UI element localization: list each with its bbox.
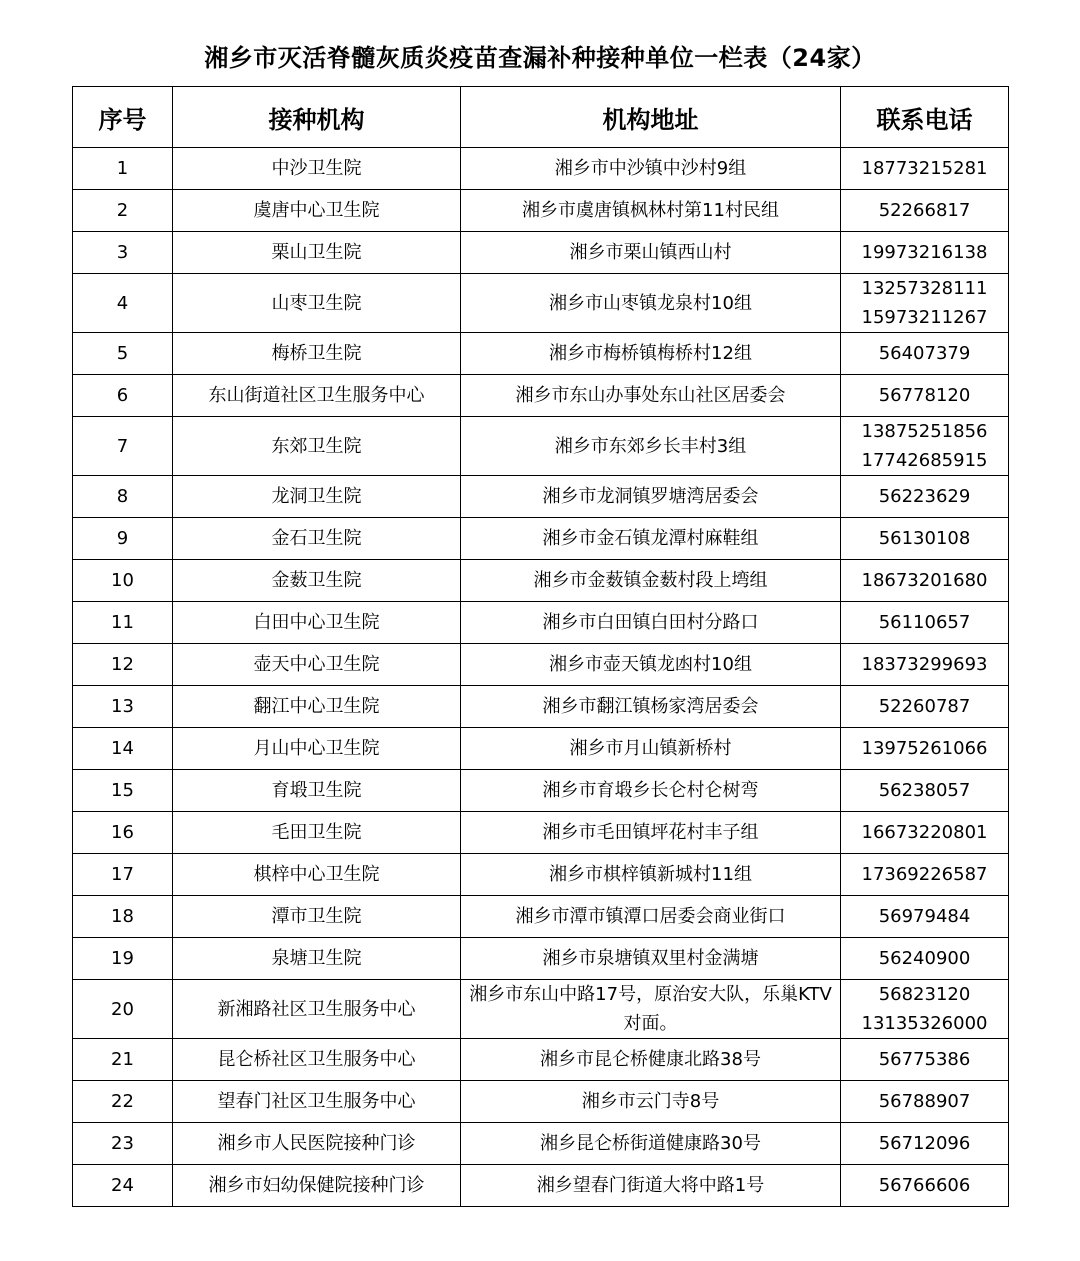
cell-phone	[841, 560, 1009, 602]
cell-institution: 白田中心卫生院	[173, 602, 461, 644]
table-row	[73, 812, 1009, 854]
cell-number: 12	[73, 644, 173, 686]
cell-address: 湘乡望春门街道大将中路1号	[461, 1165, 841, 1207]
cell-institution: 月山中心卫生院	[173, 728, 461, 770]
table-row	[73, 518, 1009, 560]
table-row	[73, 896, 1009, 938]
phone-number: 56979484	[878, 906, 971, 927]
cell-institution: 棋梓中心卫生院	[173, 854, 461, 896]
cell-address: 湘乡市云门寺8号	[461, 1081, 841, 1123]
phone-number: 16673220801	[861, 822, 988, 843]
cell-address: 湘乡市昆仑桥健康北路38号	[461, 1039, 841, 1081]
table-row	[73, 770, 1009, 812]
cell-phone	[841, 1123, 1009, 1165]
phone-number: 56240900	[878, 948, 971, 969]
table-header-row	[73, 87, 1009, 148]
cell-institution: 梅桥卫生院	[173, 333, 461, 375]
cell-address: 湘乡市金石镇龙潭村麻鞋组	[461, 518, 841, 560]
table-row	[73, 476, 1009, 518]
phone-number: 13975261066	[861, 738, 988, 759]
cell-phone	[841, 375, 1009, 417]
cell-number: 10	[73, 560, 173, 602]
cell-phone	[841, 728, 1009, 770]
cell-institution: 金石卫生院	[173, 518, 461, 560]
cell-number: 16	[73, 812, 173, 854]
cell-phone	[841, 232, 1009, 274]
cell-number: 4	[73, 274, 173, 333]
phone-number: 56712096	[878, 1133, 971, 1154]
cell-phone	[841, 518, 1009, 560]
cell-phone	[841, 686, 1009, 728]
table-row	[73, 333, 1009, 375]
cell-address: 湘乡市梅桥镇梅桥村12组	[461, 333, 841, 375]
cell-address: 湘乡市龙洞镇罗塘湾居委会	[461, 476, 841, 518]
cell-institution: 栗山卫生院	[173, 232, 461, 274]
cell-number: 20	[73, 980, 173, 1039]
cell-institution: 潭市卫生院	[173, 896, 461, 938]
table-row	[73, 190, 1009, 232]
table-row	[73, 417, 1009, 476]
phone-number: 56778120	[878, 385, 971, 406]
table-row	[73, 854, 1009, 896]
cell-number: 24	[73, 1165, 173, 1207]
cell-phone	[841, 274, 1009, 333]
cell-address: 湘乡市中沙镇中沙村9组	[461, 148, 841, 190]
cell-institution: 湘乡市妇幼保健院接种门诊	[173, 1165, 461, 1207]
cell-institution: 望春门社区卫生服务中心	[173, 1081, 461, 1123]
cell-phone	[841, 770, 1009, 812]
cell-address: 湘乡市东山中路17号，原治安大队，乐巢KTV对面。	[461, 980, 841, 1039]
phone-number: 56407379	[878, 343, 971, 364]
cell-address: 湘乡市东山办事处东山社区居委会	[461, 375, 841, 417]
cell-phone	[841, 896, 1009, 938]
cell-number: 17	[73, 854, 173, 896]
cell-institution: 湘乡市人民医院接种门诊	[173, 1123, 461, 1165]
header-institution: 接种机构	[173, 87, 461, 148]
phone-number: 56223629	[878, 486, 971, 507]
table-row	[73, 1123, 1009, 1165]
phone-number: 56823120	[878, 984, 971, 1005]
phone-number: 56130108	[878, 528, 971, 549]
cell-address: 湘乡市东郊乡长丰村3组	[461, 417, 841, 476]
cell-number: 14	[73, 728, 173, 770]
vaccination-units-table	[72, 86, 1009, 1207]
table-row	[73, 1039, 1009, 1081]
cell-institution: 毛田卫生院	[173, 812, 461, 854]
cell-address: 湘乡市潭市镇潭口居委会商业街口	[461, 896, 841, 938]
cell-phone	[841, 854, 1009, 896]
cell-address: 湘乡昆仑桥街道健康路30号	[461, 1123, 841, 1165]
phone-number: 56788907	[878, 1091, 971, 1112]
phone-number: 13135326000	[861, 1013, 988, 1034]
cell-number: 15	[73, 770, 173, 812]
cell-phone	[841, 602, 1009, 644]
cell-address: 湘乡市月山镇新桥村	[461, 728, 841, 770]
table-body	[73, 148, 1009, 1207]
cell-number: 3	[73, 232, 173, 274]
cell-address: 湘乡市育塅乡长仑村仑树弯	[461, 770, 841, 812]
cell-phone	[841, 812, 1009, 854]
header-number: 序号	[73, 87, 173, 148]
header-address: 机构地址	[461, 87, 841, 148]
cell-institution: 虞唐中心卫生院	[173, 190, 461, 232]
cell-address: 湘乡市壶天镇龙凼村10组	[461, 644, 841, 686]
cell-phone	[841, 980, 1009, 1039]
cell-phone	[841, 1165, 1009, 1207]
table-row	[73, 560, 1009, 602]
table-row	[73, 728, 1009, 770]
cell-institution: 山枣卫生院	[173, 274, 461, 333]
cell-address: 湘乡市山枣镇龙泉村10组	[461, 274, 841, 333]
cell-number: 19	[73, 938, 173, 980]
cell-address: 湘乡市虞唐镇枫林村第11村民组	[461, 190, 841, 232]
phone-number: 56766606	[878, 1175, 971, 1196]
cell-address: 湘乡市泉塘镇双里村金满塘	[461, 938, 841, 980]
header-phone: 联系电话	[841, 87, 1009, 148]
table-row	[73, 938, 1009, 980]
phone-number: 19973216138	[861, 242, 988, 263]
cell-phone	[841, 148, 1009, 190]
table-row	[73, 232, 1009, 274]
phone-number: 52266817	[878, 200, 971, 221]
table-row	[73, 1165, 1009, 1207]
cell-institution: 中沙卫生院	[173, 148, 461, 190]
cell-number: 23	[73, 1123, 173, 1165]
cell-number: 21	[73, 1039, 173, 1081]
cell-address: 湘乡市毛田镇坪花村丰子组	[461, 812, 841, 854]
cell-number: 13	[73, 686, 173, 728]
cell-institution: 昆仑桥社区卫生服务中心	[173, 1039, 461, 1081]
cell-phone	[841, 190, 1009, 232]
cell-institution: 金薮卫生院	[173, 560, 461, 602]
cell-phone	[841, 1039, 1009, 1081]
cell-number: 7	[73, 417, 173, 476]
phone-number: 56238057	[878, 780, 971, 801]
cell-institution: 东山街道社区卫生服务中心	[173, 375, 461, 417]
cell-address: 湘乡市白田镇白田村分路口	[461, 602, 841, 644]
table-row	[73, 274, 1009, 333]
phone-number: 13257328111	[861, 278, 988, 299]
cell-phone	[841, 1081, 1009, 1123]
cell-institution: 翻江中心卫生院	[173, 686, 461, 728]
cell-address: 湘乡市栗山镇西山村	[461, 232, 841, 274]
cell-address: 湘乡市金薮镇金薮村段上塆组	[461, 560, 841, 602]
table-row	[73, 1081, 1009, 1123]
cell-number: 5	[73, 333, 173, 375]
cell-institution: 东郊卫生院	[173, 417, 461, 476]
table-row	[73, 980, 1009, 1039]
phone-number: 18773215281	[861, 158, 988, 179]
cell-institution: 泉塘卫生院	[173, 938, 461, 980]
cell-address: 湘乡市翻江镇杨家湾居委会	[461, 686, 841, 728]
table-row	[73, 148, 1009, 190]
cell-institution: 龙洞卫生院	[173, 476, 461, 518]
cell-number: 11	[73, 602, 173, 644]
cell-institution: 壶天中心卫生院	[173, 644, 461, 686]
cell-phone	[841, 644, 1009, 686]
table-row	[73, 686, 1009, 728]
phone-number: 18673201680	[861, 570, 988, 591]
phone-number: 52260787	[878, 696, 971, 717]
table-row	[73, 375, 1009, 417]
phone-number: 13875251856	[861, 421, 988, 442]
cell-number: 22	[73, 1081, 173, 1123]
cell-phone	[841, 938, 1009, 980]
phone-number: 17742685915	[861, 450, 988, 471]
cell-number: 1	[73, 148, 173, 190]
cell-number: 8	[73, 476, 173, 518]
document-title: 湘乡市灭活脊髓灰质炎疫苗查漏补种接种单位一栏表（24家）	[204, 44, 876, 72]
phone-number: 15973211267	[861, 307, 988, 328]
cell-institution: 育塅卫生院	[173, 770, 461, 812]
cell-number: 6	[73, 375, 173, 417]
cell-institution: 新湘路社区卫生服务中心	[173, 980, 461, 1039]
phone-number: 56110657	[878, 612, 971, 633]
cell-number: 9	[73, 518, 173, 560]
cell-number: 2	[73, 190, 173, 232]
cell-phone	[841, 476, 1009, 518]
cell-phone	[841, 417, 1009, 476]
table-row	[73, 644, 1009, 686]
cell-phone	[841, 333, 1009, 375]
phone-number: 17369226587	[861, 864, 988, 885]
phone-number: 18373299693	[861, 654, 988, 675]
phone-number: 56775386	[878, 1049, 971, 1070]
table-row	[73, 602, 1009, 644]
cell-number: 18	[73, 896, 173, 938]
cell-address: 湘乡市棋梓镇新城村11组	[461, 854, 841, 896]
